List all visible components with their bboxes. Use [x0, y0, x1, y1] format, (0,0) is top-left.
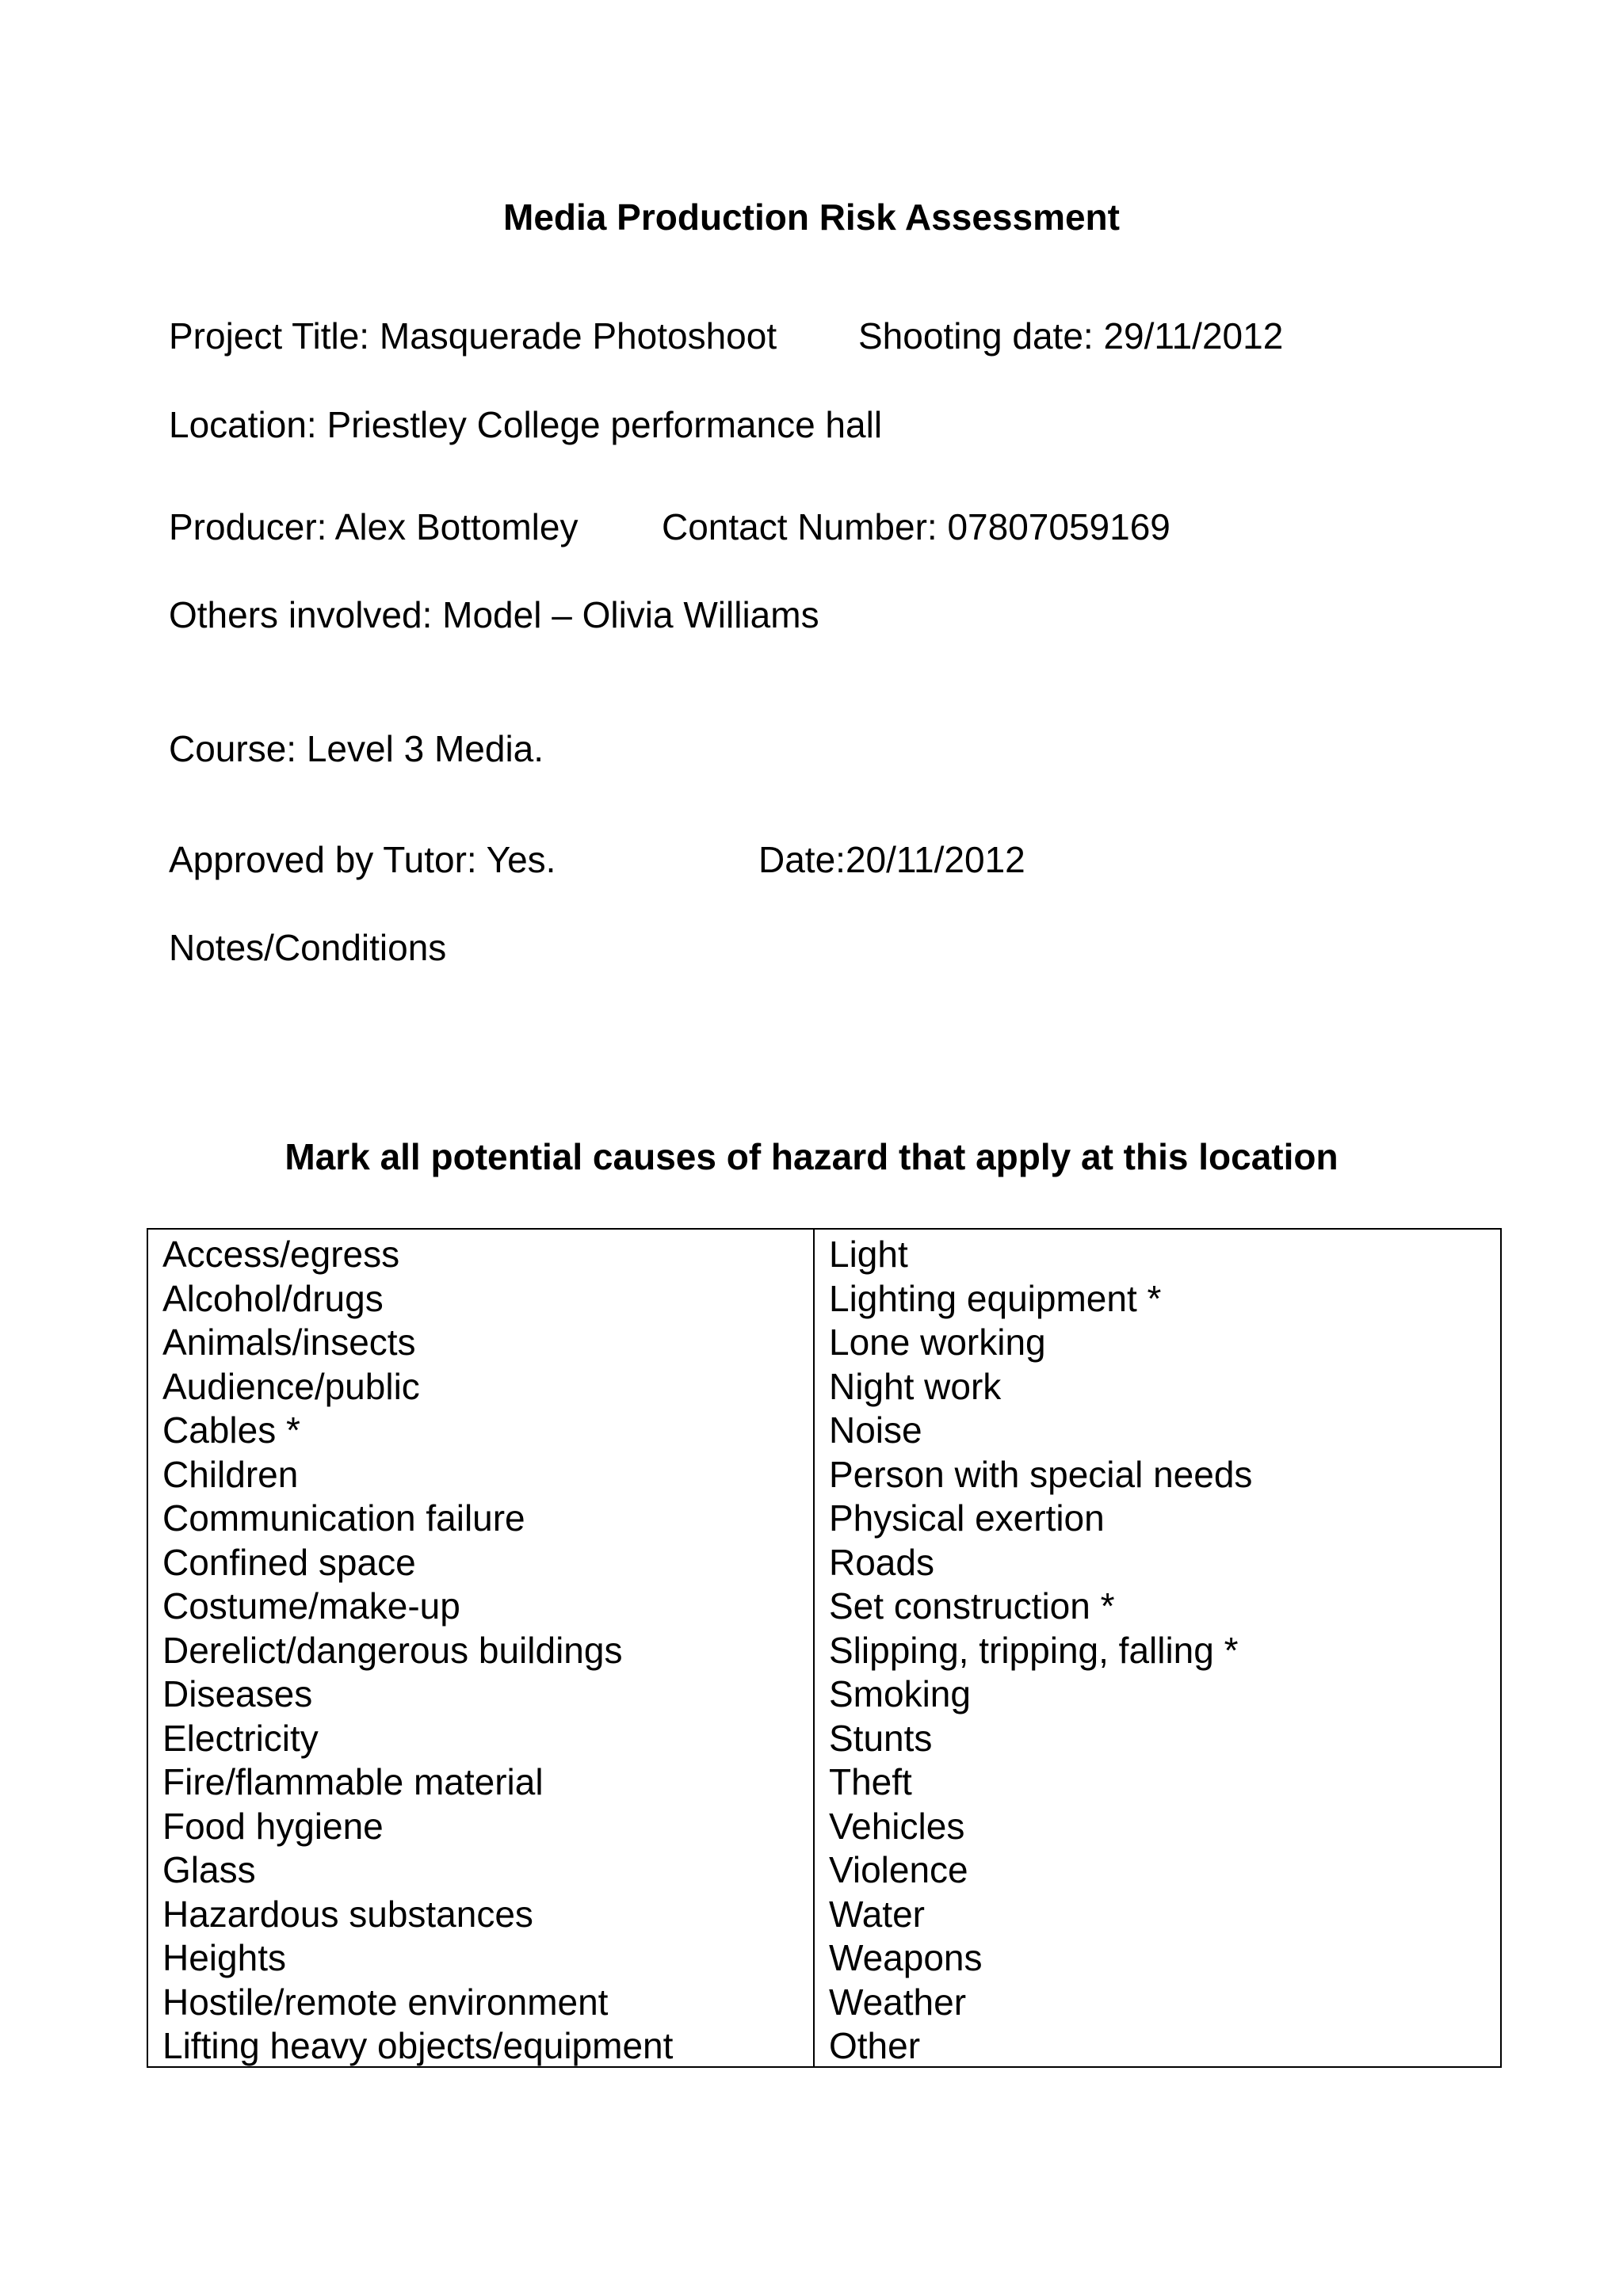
hazard-item: Lone working	[829, 1322, 1046, 1363]
hazard-item: Light	[829, 1234, 908, 1275]
hazard-item: Other	[829, 2025, 921, 2066]
location-field: Location: Priestley College performance hall	[169, 404, 883, 445]
hazard-item: Theft	[829, 1761, 912, 1802]
hazard-item: Roads	[829, 1541, 934, 1583]
hazard-item: Animals/insects	[162, 1322, 416, 1363]
others-involved-field: Others involved: Model – Olivia Williams	[169, 594, 819, 635]
notes-conditions-label: Notes/Conditions	[169, 927, 447, 968]
producer-field: Producer: Alex Bottomley	[169, 506, 579, 547]
shooting-date-field: Shooting date: 29/11/2012	[858, 315, 1284, 357]
hazard-item: Confined space	[162, 1541, 416, 1583]
hazard-heading: Mark all potential causes of hazard that apply at this location	[285, 1136, 1338, 1177]
hazard-item: Alcohol/drugs	[162, 1277, 384, 1319]
contact-number-field: Contact Number: 07807059169	[662, 506, 1170, 547]
hazard-item: Lighting equipment *	[829, 1277, 1162, 1319]
hazard-item: Smoking	[829, 1673, 971, 1714]
approval-date-field: Date:20/11/2012	[758, 839, 1025, 880]
document-title: Media Production Risk Assessment	[503, 196, 1120, 238]
hazard-item: Set construction *	[829, 1585, 1115, 1627]
hazard-item: Food hygiene	[162, 1805, 384, 1847]
hazard-item: Hazardous substances	[162, 1893, 533, 1935]
hazard-item: Hostile/remote environment	[162, 1981, 609, 2023]
hazard-item: Derelict/dangerous buildings	[162, 1629, 623, 1671]
hazard-item: Fire/flammable material	[162, 1761, 544, 1802]
hazard-item: Stunts	[829, 1717, 933, 1759]
hazard-item: Communication failure	[162, 1497, 525, 1539]
hazard-item: Physical exertion	[829, 1497, 1105, 1539]
hazard-item: Weather	[829, 1981, 967, 2023]
hazard-item: Children	[162, 1453, 299, 1495]
hazard-item: Water	[829, 1893, 925, 1935]
hazard-item: Lifting heavy objects/equipment	[162, 2025, 674, 2066]
hazard-item: Audience/public	[162, 1365, 420, 1407]
project-title-field: Project Title: Masquerade Photoshoot	[169, 315, 777, 357]
hazard-item: Night work	[829, 1365, 1002, 1407]
hazard-list-left	[162, 1233, 805, 2069]
hazard-item: Diseases	[162, 1673, 313, 1714]
hazard-item: Noise	[829, 1409, 922, 1451]
hazard-item: Heights	[162, 1937, 286, 1978]
hazard-item: Slipping, tripping, falling *	[829, 1629, 1239, 1671]
hazard-item: Violence	[829, 1849, 968, 1890]
hazard-item: Person with special needs	[829, 1453, 1253, 1495]
hazard-item: Access/egress	[162, 1234, 400, 1275]
hazard-table	[147, 1228, 1502, 2068]
hazard-item: Costume/make-up	[162, 1585, 460, 1627]
hazard-item: Cables *	[162, 1409, 300, 1451]
hazard-item: Weapons	[829, 1937, 983, 1978]
hazard-list-right	[829, 1233, 1492, 2069]
course-field: Course: Level 3 Media.	[169, 728, 544, 769]
hazard-item: Electricity	[162, 1717, 319, 1759]
hazard-column-right	[815, 1230, 1500, 2066]
hazard-column-left	[148, 1230, 815, 2066]
approved-by-tutor-field: Approved by Tutor: Yes.	[169, 839, 556, 880]
hazard-item: Glass	[162, 1849, 256, 1890]
hazard-item: Vehicles	[829, 1805, 965, 1847]
